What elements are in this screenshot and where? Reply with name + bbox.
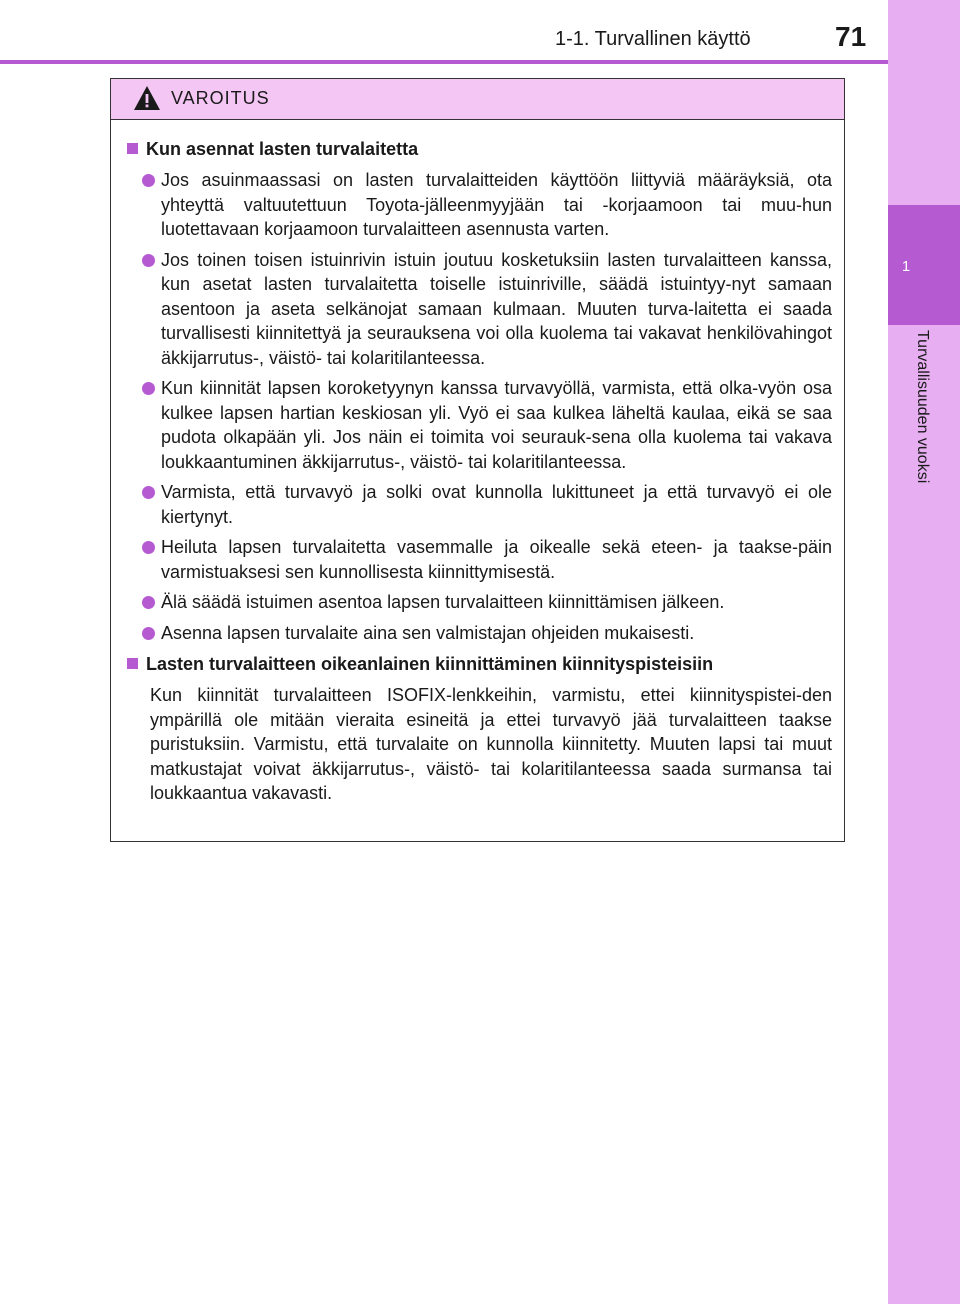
page-number: 71: [835, 21, 867, 52]
warning-triangle-icon: [133, 84, 161, 112]
section-title: 1-1. Turvallinen käyttö: [555, 28, 751, 50]
section-heading: [127, 136, 832, 162]
list-item-text: Asenna lapsen turvalaite aina sen valmistajan ohjeiden mukaisesti.: [161, 622, 695, 643]
chapter-number: 1: [901, 258, 911, 275]
square-bullet-icon: [127, 658, 138, 669]
list-item: [127, 168, 832, 242]
list-item-text: Heiluta lapsen turvalaitetta vasemmalle ja oikealle sekä eteen- ja taakse-päin varmistuaksesi sen kunnollisesta kiinnittymisestä.: [161, 537, 832, 582]
chapter-label: Turvallisuuden vuoksi: [914, 330, 931, 484]
list-item-text: Jos toinen toisen istuinrivin istuin joutuu kosketuksiin lasten turvalaitteen kanssa, kun asetat lasten turvalaitetta toiselle istuinriville, säädä istuintyy-nyt samaan asentoon ja aseta selkänojat samaan kulmaan. Muuten turva-laitetta ei saada turvallisesti kiinnitettyä ja seurauksena voi olla kuolema tai vakavat henkilövahingot äkkijarrutus-, väistö- tai kolaritilanteessa.: [161, 249, 832, 368]
list-item-text: Jos asuinmaassasi on lasten turvalaitteiden käyttöön liittyviä määräyksiä, ota yhteyttä valtuutettuun Toyota-jälleenmyyjään tai -korjaamoon tai muu-hun luotettavaan korjaamoon turvalaitteen asennusta varten.: [161, 170, 832, 239]
list-item: [127, 376, 832, 474]
bullet-dot-icon: [142, 174, 155, 187]
list-item: [127, 480, 832, 529]
bullet-dot-icon: [142, 596, 155, 609]
bullet-dot-icon: [142, 541, 155, 554]
warning-box: [110, 78, 845, 842]
list-item: [127, 248, 832, 371]
square-bullet-icon: [127, 143, 138, 154]
section-heading-text: Lasten turvalaitteen oikeanlainen kiinnittäminen kiinnityspisteisiin: [146, 654, 714, 674]
list-item: [127, 621, 832, 646]
warning-body: [111, 120, 844, 806]
list-item: [127, 535, 832, 584]
bullet-dot-icon: [142, 254, 155, 267]
list-item-text: Kun kiinnität lapsen koroketyynyn kanssa turvavyöllä, varmista, että olka-vyön osa kulkee lapsen hartian keskiosan yli. Vyö ei saa kulkea läheltä kaulaa, eikä se saa pudota olkapään yli. Jos näin ei toimita voi seurauk-sena olla kuolema tai vakava loukkaantuminen äkkijarrutus-, väistö- tai kolaritilanteessa.: [161, 378, 832, 472]
bullet-dot-icon: [142, 382, 155, 395]
list-item: [127, 590, 832, 615]
warning-title: VAROITUS: [171, 88, 270, 108]
list-item-text: Älä säädä istuimen asentoa lapsen turvalaitteen kiinnittämisen jälkeen.: [161, 592, 725, 612]
bullet-dot-icon: [142, 486, 155, 499]
section-heading-text: Kun asennat lasten turvalaitetta: [146, 139, 419, 159]
section-heading: [127, 651, 832, 677]
warning-header: [111, 79, 844, 120]
side-strip: [888, 0, 960, 1304]
header-rule: [0, 60, 888, 64]
section-paragraph: Kun kiinnität turvalaitteen ISOFIX-lenkkeihin, varmistu, ettei kiinnityspistei-den ympärillä ole mitään vieraita esineitä ja ettei turvavyö jää turvalaitteen taakse puristuksiin. Varmistu, että turvalaite on kunnolla kiinnitetty. Muuten lapsi tai muut matkustajat voivat äkkijarrutus-, väistö- tai kolaritilanteessa saada surmansa tai loukkaantua vakavasti.: [150, 685, 832, 803]
bullet-dot-icon: [142, 627, 155, 640]
list-item-text: Varmista, että turvavyö ja solki ovat kunnolla lukittuneet ja että turvavyö ei ole kiertynyt.: [161, 482, 832, 527]
